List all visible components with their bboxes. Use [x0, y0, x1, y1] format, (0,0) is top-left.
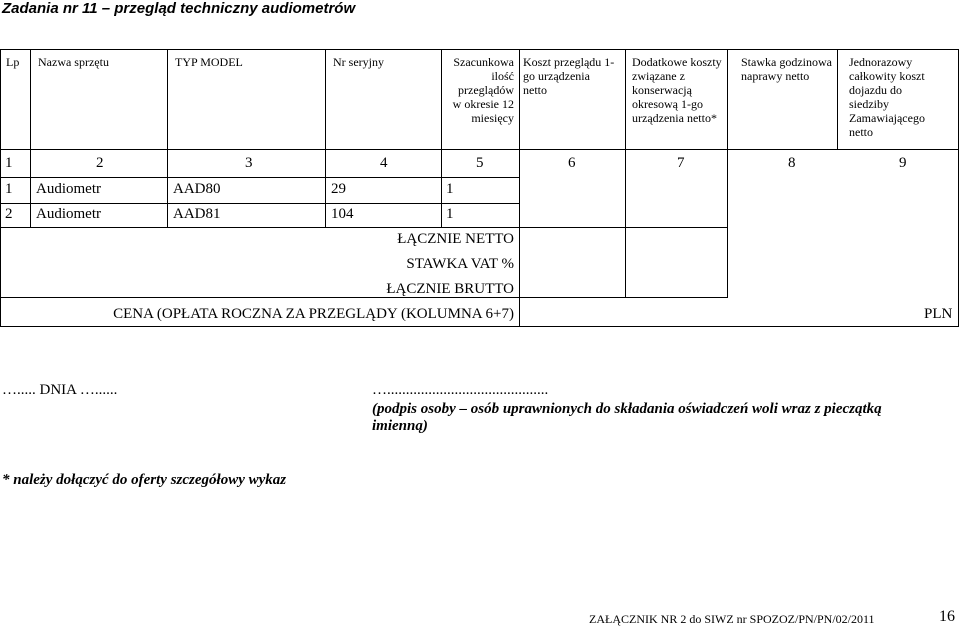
- header-extra-line: okresową 1-go: [632, 97, 703, 111]
- signature-caption: [372, 401, 952, 435]
- header-extra-line: konserwacją: [632, 83, 692, 97]
- signature-dots: …...........................................: [372, 382, 549, 398]
- summary-vat: STAWKA VAT %: [406, 256, 514, 272]
- header-cost-line: netto: [523, 83, 547, 97]
- page-title: Zadania nr 11 – przegląd techniczny audiometrów: [2, 0, 356, 17]
- column-number: 3: [245, 155, 253, 171]
- header-cost-line: Koszt przeglądu 1-: [523, 55, 615, 69]
- header-travel-line: siedziby: [849, 97, 889, 111]
- column-number: 5: [476, 155, 484, 171]
- page-footer-label: ZAŁĄCZNIK NR 2 do SIWZ nr SPOZOZ/PN/PN/02/2011: [589, 612, 875, 626]
- header-cost: [523, 55, 625, 97]
- header-travel-line: Jednorazowy: [849, 55, 913, 69]
- row-name: Audiometr: [36, 181, 101, 197]
- row-lp: 2: [5, 206, 13, 222]
- header-travel-line: Zamawiającego: [849, 111, 925, 125]
- column-number: 4: [380, 155, 388, 171]
- header-count-line: przeglądów: [458, 83, 514, 97]
- header-name: Nazwa sprzętu: [38, 55, 109, 69]
- header-travel-line: całkowity koszt: [849, 69, 925, 83]
- row-type: AAD80: [173, 181, 221, 197]
- row-count: 1: [446, 206, 454, 222]
- row-count: 1: [446, 181, 454, 197]
- header-extra-line: urządzenia netto*: [632, 111, 717, 125]
- header-count-line: ilość: [491, 69, 514, 83]
- header-count-line: Szacunkowa: [453, 55, 514, 69]
- date-field: …..... DNIA …......: [2, 382, 118, 398]
- column-number: 2: [96, 155, 104, 171]
- footnote: * należy dołączyć do oferty szczegółowy wykaz: [2, 472, 287, 488]
- summary-currency: PLN: [924, 306, 953, 322]
- summary-price: CENA (OPŁATA ROCZNA ZA PRZEGLĄDY (KOLUMNA 6+7): [113, 306, 514, 322]
- header-travel-line: netto: [849, 125, 873, 139]
- row-type: AAD81: [173, 206, 221, 222]
- header-rate-line: naprawy netto: [741, 69, 810, 83]
- header-count-line: miesięcy: [471, 111, 514, 125]
- column-number: 7: [677, 155, 685, 171]
- header-rate-line: Stawka godzinowa: [741, 55, 832, 69]
- row-lp: 1: [5, 181, 13, 197]
- row-name: Audiometr: [36, 206, 101, 222]
- column-number: 6: [568, 155, 576, 171]
- header-extra-line: związane z: [632, 69, 685, 83]
- header-lp: Lp: [6, 55, 20, 69]
- signature-caption-line: imienną): [372, 418, 428, 434]
- header-count: [442, 55, 514, 125]
- header-count-line: w okresie 12: [452, 97, 514, 111]
- header-cost-line: go urządzenia: [523, 69, 590, 83]
- header-extra-costs: [632, 55, 728, 125]
- row-serial: 104: [331, 206, 354, 222]
- summary-net: ŁĄCZNIE NETTO: [397, 231, 514, 247]
- row-serial: 29: [331, 181, 346, 197]
- header-travel-cost: [849, 55, 957, 139]
- header-type: TYP MODEL: [175, 55, 243, 69]
- signature-caption-line: (podpis osoby – osób uprawnionych do składania oświadczeń woli wraz z pieczątką: [372, 401, 882, 417]
- column-number: 9: [899, 155, 907, 171]
- header-extra-line: Dodatkowe koszty: [632, 55, 722, 69]
- header-travel-line: dojazdu do: [849, 83, 902, 97]
- column-number: 1: [5, 155, 13, 171]
- column-number: 8: [788, 155, 796, 171]
- page-number: 16: [939, 608, 955, 625]
- summary-gross: ŁĄCZNIE BRUTTO: [386, 281, 514, 297]
- header-serial: Nr seryjny: [333, 55, 384, 69]
- header-hourly-rate: [741, 55, 837, 83]
